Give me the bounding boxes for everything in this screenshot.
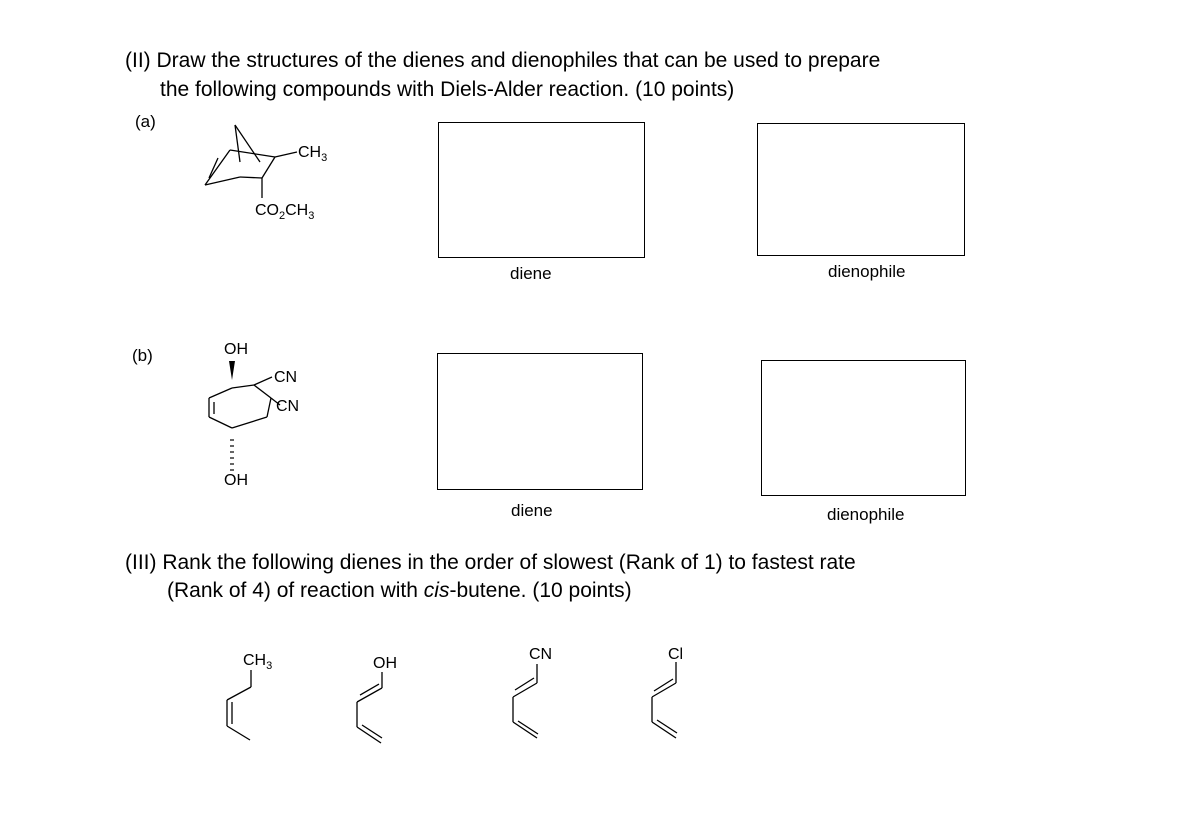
nitrile-label-2: CN: [276, 398, 300, 415]
section-3-title-line-1: (III) Rank the following dienes in the order of slowest (Rank of 1) to fastest rate: [125, 551, 856, 574]
part-b-label: (b): [132, 346, 153, 365]
part-b-diene-caption: diene: [511, 501, 553, 520]
cyclohexene-structure: [209, 377, 280, 428]
section-2-title-line-2: the following compounds with Diels-Alder reaction. (10 points): [160, 78, 735, 101]
norbornene-structure: [205, 125, 297, 198]
part-a-dienophile-answer-box[interactable]: [757, 123, 965, 256]
part-b-diene-answer-box[interactable]: [437, 353, 643, 490]
diene-4-substituent: Cl: [668, 646, 684, 663]
wedge-bond: [229, 361, 235, 380]
hydroxyl-bottom-label: OH: [224, 472, 248, 489]
diene-1-structure: [227, 670, 251, 740]
part-a-diene-caption: diene: [510, 264, 552, 283]
section-2-title-line-1: (II) Draw the structures of the dienes and dienophiles that can be used to prepare: [125, 49, 881, 72]
part-a-diene-answer-box[interactable]: [438, 122, 645, 258]
methyl-label: $CH_3$: [298, 144, 328, 164]
part-a-label: (a): [135, 112, 156, 131]
section-3-title-line-2: (Rank of 4) of reaction with cis-butene. (10 points): [167, 579, 632, 602]
diene-2-structure: [357, 672, 382, 743]
nitrile-label-1: CN: [274, 369, 298, 386]
diene-2-substituent: OH: [373, 655, 397, 672]
hashed-bond: [230, 440, 234, 470]
part-b-dienophile-answer-box[interactable]: [761, 360, 966, 496]
ester-label: $CO_2CH_3$: [255, 202, 315, 222]
hydroxyl-top-label: OH: [224, 341, 248, 358]
diene-4-structure: [652, 662, 677, 738]
diene-1-substituent: $CH_3$: [243, 652, 273, 672]
part-b-dienophile-caption: dienophile: [827, 505, 905, 524]
part-a-dienophile-caption: dienophile: [828, 262, 906, 281]
diene-3-substituent: CN: [529, 646, 553, 663]
diene-3-structure: [513, 664, 538, 738]
